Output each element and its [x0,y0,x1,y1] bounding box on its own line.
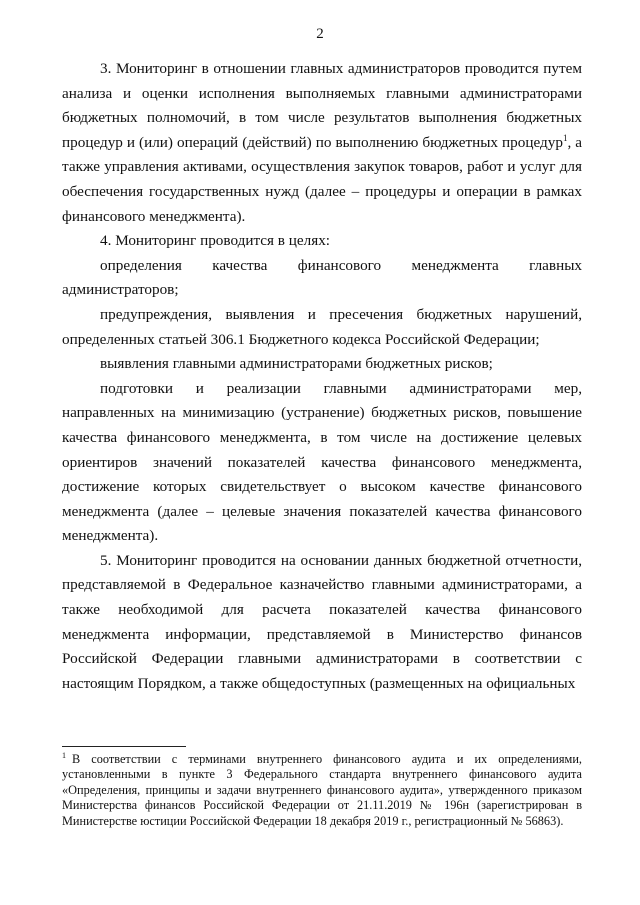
document-body [62,57,582,696]
page-number: 2 [316,26,324,42]
paragraph-3-text: 3. Мониторинг в отношении главных администраторов проводится путем анализа и оценки исполнения выполняемых главными администраторами бюджетных полномочий, в том числе результатов выполнения бюджетных процедур и (или) операций (действий) по выполнению бюджетных процедур [62,60,582,151]
paragraph-3-monitoring-scope [62,57,582,229]
footnote-divider [62,746,186,747]
goal-item-quality: определения качества финансового менеджмента главных администраторов; [62,256,582,299]
paragraph-4-heading: 4. Мониторинг проводится в целях: [100,232,331,250]
footnote-reference: 1 [562,132,568,143]
footnote-marker: 1 [62,750,66,760]
goal-item-prevention: предупреждения, выявления и пресечения бюджетных нарушений, определенных статьей 306.1 Бюджетного кодекса Российской Федерации; [62,305,582,348]
goal-item-measures: подготовки и реализации главными администраторами мер, направленных на минимизацию (устранение) бюджетных рисков, повышение качества финансового менеджмента, в том числе на достижение целевых ориентиров значений показателей качества финансового менеджмента, достижение которых свидетельствует о высоком качестве финансового менеджмента (далее – целевые значения показателей качества финансового менеджмента). [62,379,582,545]
paragraph-5-data-sources: 5. Мониторинг проводится на основании данных бюджетной отчетности, представляемой в Федеральное казначейство главными администраторами, а также необходимой для расчета показателей качества финансового менеджмента информации, представляемой в Министерство финансов Российской Федерации главными администраторами в соответствии с настоящим Порядком, а также общедоступных (размещенных на официальных [62,551,582,692]
paragraph-3-continuation: , а также управления активами, осуществления закупок товаров, работ и услуг для обеспечения государственных нужд (далее – процедуры и операции в рамках финансового менеджмента). [62,133,582,225]
footnote-text: В соответствии с терминами внутреннего финансового аудита и их определениями, установленными в пункте 3 Федерального стандарта внутреннего финансового аудита «Определения, принципы и задачи внутреннего финансового аудита», утвержденного приказом Министерства финансов Российской Федерации от 21.11.2019 № 196н (зарегистрирован в Министерстве юстиции Российской Федерации 18 декабря 2019 г., регистрационный № 56863). [62,752,582,828]
footnote [62,752,582,829]
goal-item-risks: выявления главными администраторами бюджетных рисков; [100,355,493,373]
